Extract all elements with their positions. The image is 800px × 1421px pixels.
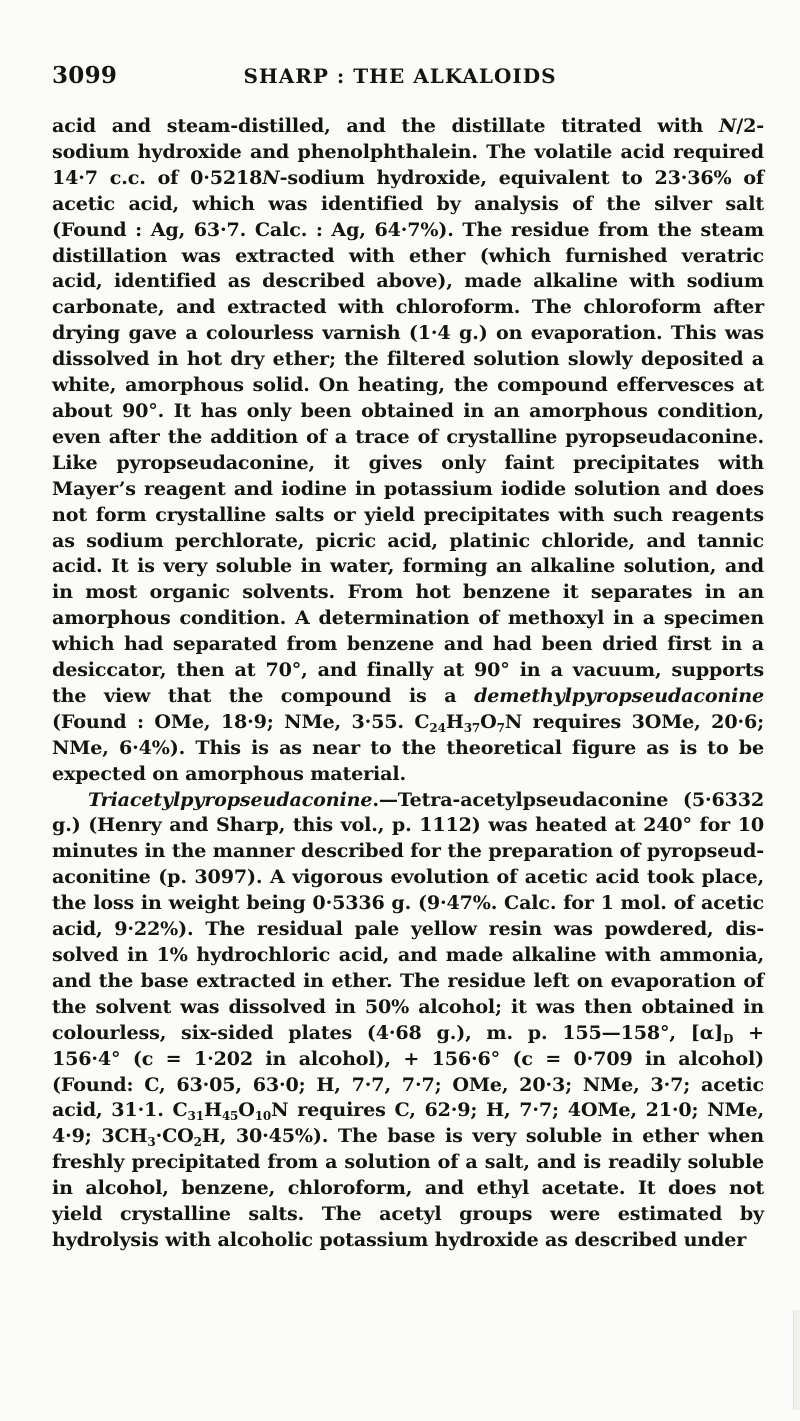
subscript: 7 bbox=[496, 720, 505, 735]
italic-term: Triacetylpyropseudaconine bbox=[88, 787, 373, 811]
text-run: -sodium hydroxide, equivalent to 23·36% of acetic acid, which was identified by analysis of the silver salt (Found : Ag, 63·7. Calc. : Ag, 64·7%). The residue from the steam distillation was extracted with ether (which furnished veratric acid, identified as described above), made alkaline with sodium carbonate, and extracted with chloroform. The chloroform after drying gave a colourless varnish (1·4 g.) on evaporation. This was dissolved in hot dry ether; the filtered solution slowly deposited a white, amorphous solid. On heating, the compound effervesces at about 90°. It has only been obtained in an amorphous condition, even after the addition of a trace of crystalline pyropseudaconine. Like pyropseudaconine, it gives only faint precipitates with Mayer’s reagent and iodine in potassium iodide solution and does not form crystalline salts or yield precipitates with such reagents as sodium perchlorate, picric acid, platinic chloride, and tannic acid. It is very soluble in water, forming an alkaline solution, and in most organic solvents. From hot benzene it separates in an amorphous condition. A determination of methoxyl in a specimen which had separated from benzene and had been dried first in a desiccator, then at 70°, and finally at 90° in a vacuum, supports the view that the compound is a bbox=[52, 165, 764, 707]
text-run: H, 30·45%). The base is very soluble in ether when freshly precipitated from a solution of a salt, and is readily soluble in alcohol, benzene, chloroform, and ethyl acetate. It does not yield crystalline salts. The acetyl groups were estimated by hydrolysis with alcoholic potassium hydroxide as described under bbox=[52, 1124, 764, 1251]
text-run: H bbox=[203, 1098, 222, 1122]
running-title: SHARP : THE ALKALOIDS bbox=[243, 64, 557, 88]
running-header bbox=[52, 62, 748, 92]
subscript: 24 bbox=[429, 720, 446, 735]
text-run: O bbox=[480, 709, 497, 733]
text-run: N requires 3OMe, 20·6; NMe, 6·4%). This is as near to the theoretical figure as is to be expected on amorphous material. bbox=[52, 709, 764, 785]
text-run: /2-sodium hydroxide and phenolphthalein. The volatile acid required 14·7 c.c. of 0·5218 bbox=[52, 114, 764, 189]
subscript: 37 bbox=[463, 720, 481, 735]
italic-term: N bbox=[718, 114, 737, 137]
page-edge-shadow bbox=[793, 1310, 800, 1410]
text-run: H bbox=[445, 709, 464, 733]
text-run: + 156·4° (c = 1·202 in alcohol), + 156·6° (c = 0·709 in alcohol) (Found: C, 63·05, 63·0; H, 7·7, 7·7; OMe, 20·3; NMe, 3·7; acetic acid, 31·1. C bbox=[52, 1020, 764, 1122]
text-run: .—Tetra-acetylpseudaconine (5·6332 g.) (Henry and Sharp, this vol., p. 1112) was heated at 240° for 10 minutes in the manner described for the preparation of pyropseud-aconitine (p. 3097). A vigorous evolution of acetic acid took place, the loss in weight being 0·5336 g. (9·47%. Calc. for 1 mol. of acetic acid, 9·22%). The residual pale yellow resin was powdered, dis-solved in 1% hydrochloric acid, and made alkaline with ammonia, and the base extracted in ether. The residue left on evaporation of the solvent was dissolved in 50% alcohol; it was then obtained in colourless, six-sided plates (4·68 g.), m. p. 155—158°, [α] bbox=[52, 787, 764, 1044]
subscript: 3 bbox=[147, 1135, 156, 1150]
subscript: 10 bbox=[254, 1109, 272, 1124]
text-run: (Found : OMe, 18·9; NMe, 3·55. C bbox=[52, 709, 430, 733]
page-number: 3099 bbox=[52, 62, 118, 89]
paragraph-triacetylpyropseudaconine bbox=[52, 787, 764, 1253]
text-run: acid and steam-distilled, and the distillate titrated with bbox=[52, 114, 719, 137]
italic-term: demethylpyropseudaconine bbox=[474, 683, 764, 707]
subscript: D bbox=[723, 1031, 734, 1046]
text-run: O bbox=[238, 1098, 255, 1122]
subscript: 31 bbox=[187, 1109, 204, 1124]
italic-term: N bbox=[262, 165, 280, 189]
text-run: ·CO bbox=[155, 1124, 194, 1148]
text-run: N requires C, 62·9; H, 7·7; 4OMe, 21·0; NMe, 4·9; 3CH bbox=[52, 1098, 764, 1148]
paragraph-demethylpyropseudaconine bbox=[52, 113, 764, 787]
subscript: 2 bbox=[193, 1135, 202, 1150]
body-text bbox=[52, 113, 764, 1253]
subscript: 45 bbox=[221, 1109, 239, 1124]
